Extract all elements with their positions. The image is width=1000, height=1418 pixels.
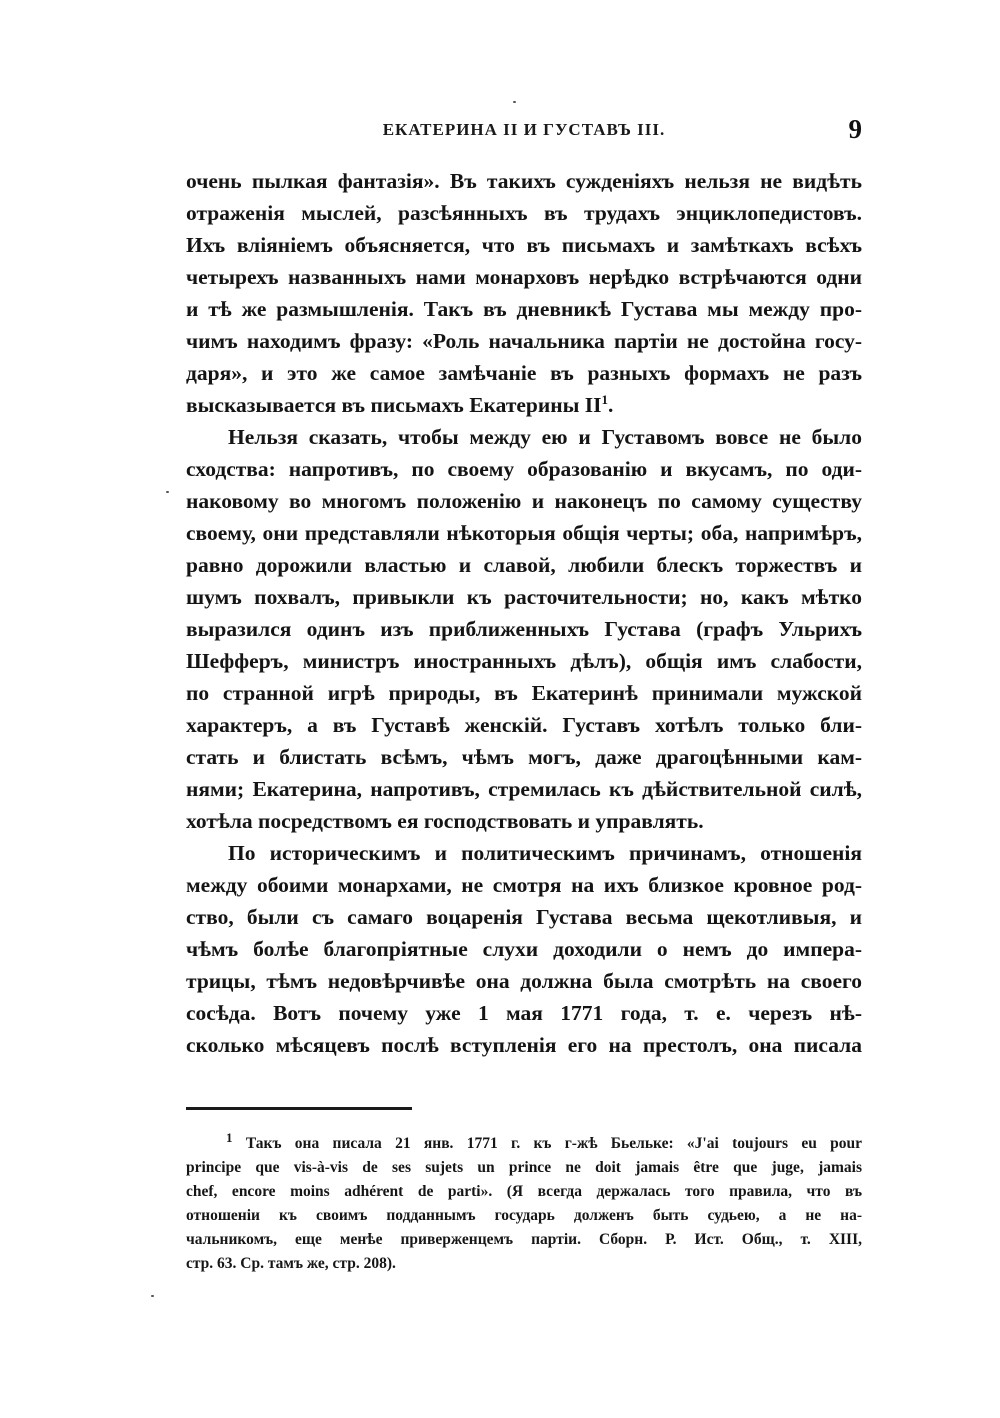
- text-line: Нельзя сказать, чтобы между ею и Густавомъ вовсе не было: [228, 425, 862, 449]
- text-line: сосѣда. Вотъ почему уже 1 мая 1771 года, т. е. черезъ нѣ-: [186, 1001, 862, 1025]
- text-line: Ихъ вліяніемъ объясняется, что въ письмахъ и замѣткахъ всѣхъ: [186, 233, 862, 257]
- text-line: выразился одинъ изъ приближенныхъ Густава (графъ Ульрихъ: [186, 617, 862, 641]
- period: .: [608, 393, 614, 417]
- running-title: ЕКАТЕРИНА II И ГУСТАВЪ III.: [382, 120, 666, 139]
- text-line: равно дорожили властью и славой, любили блескъ торжествъ и: [186, 553, 862, 577]
- text-line: По историческимъ и политическимъ причинамъ, отношенія: [228, 841, 862, 865]
- text-line: чѣмъ болѣе благопріятные слухи доходили о немъ до импера-: [186, 937, 862, 961]
- text-line: чимъ находимъ фразу: «Роль начальника партіи не достойна госу-: [186, 329, 862, 353]
- footnote-line: чальникомъ, еще менѣе приверженцемъ партіи. Сборн. Р. Ист. Общ., т. XIII,: [186, 1231, 862, 1248]
- footnote-line: [186, 1129, 863, 1156]
- scan-speck: [151, 1295, 154, 1297]
- scan-speck: [513, 101, 516, 103]
- text-line: очень пылкая фантазія». Въ такихъ сужденіяхъ нельзя не видѣть: [186, 169, 862, 193]
- text-line: [186, 389, 862, 421]
- text-line: четырехъ названныхъ нами монарховъ нерѣдко встрѣчаются одни: [186, 265, 862, 289]
- text-line: своему, они представляли нѣкоторыя общія черты; оба, напримѣръ,: [186, 521, 862, 545]
- running-header: [186, 114, 862, 146]
- page-number: 9: [848, 114, 862, 144]
- scan-speck: [166, 491, 169, 493]
- text-line: даря», и это же самое замѣчаніе въ разныхъ формахъ не разъ: [186, 361, 862, 385]
- text-line: трицы, тѣмъ недовѣрчивѣе она должна была смотрѣть на своего: [186, 969, 862, 993]
- text-line: ство, были съ самаго воцаренія Густава весьма щекотливыя, и: [186, 905, 862, 929]
- footnote-reference: 1: [601, 391, 609, 407]
- footnote-line-content: Такъ она писала 21 янв. 1771 г. къ г-жѣ Бьельке: «J'ai toujours eu pour: [245, 1135, 863, 1152]
- footnote: [186, 1129, 863, 1276]
- text-line: наковому во многомъ положенію и наконецъ по самому существу: [186, 489, 862, 513]
- footnote-line: отношеніи къ своимъ подданнымъ государь долженъ быть судьею, а не на-: [186, 1207, 862, 1224]
- text-line: между обоими монархами, не смотря на ихъ близкое кровное род-: [186, 873, 862, 897]
- text-line: сколько мѣсяцевъ послѣ вступленія его на престолъ, она писала: [186, 1033, 862, 1057]
- text-line: отраженія мыслей, разсѣянныхъ въ трудахъ энциклопедистовъ.: [186, 201, 862, 225]
- text-line: нями; Екатерина, напротивъ, стремилась къ дѣйствительной силѣ,: [186, 777, 862, 801]
- text-line: шумъ похвалъ, привыкли къ расточительности; но, какъ мѣтко: [186, 585, 862, 609]
- text-line: Шефферъ, министръ иностранныхъ дѣлъ), общія имъ слабости,: [186, 649, 862, 673]
- text-line: сходства: напротивъ, по своему образованію и вкусамъ, по оди-: [186, 457, 862, 481]
- footnote-marker: 1: [226, 1129, 233, 1145]
- footnote-line: стр. 63. Ср. тамъ же, стр. 208).: [186, 1255, 396, 1272]
- main-text: [186, 165, 862, 1061]
- footnote-line: principe que vis-à-vis de ses sujets un prince ne doit jamais être que juge, jamais: [186, 1159, 862, 1176]
- text-line: и тѣ же размышленія. Такъ въ дневникѣ Густава мы между про-: [186, 297, 862, 321]
- text-line-content: высказывается въ письмахъ Екатерины II: [186, 393, 602, 417]
- text-line: по странной игрѣ природы, въ Екатеринѣ принимали мужской: [186, 681, 862, 705]
- footnote-divider: [186, 1107, 412, 1110]
- text-line: хотѣла посредствомъ ея господствовать и управлять.: [186, 809, 704, 833]
- footnote-line: chef, encore moins adhérent de parti». (Я всегда держалась того правила, что въ: [186, 1183, 862, 1200]
- text-line: стать и блистать всѣмъ, чѣмъ могъ, даже драгоцѣнными кам-: [186, 745, 862, 769]
- text-line: характеръ, а въ Густавѣ женскій. Густавъ хотѣлъ только бли-: [186, 713, 862, 737]
